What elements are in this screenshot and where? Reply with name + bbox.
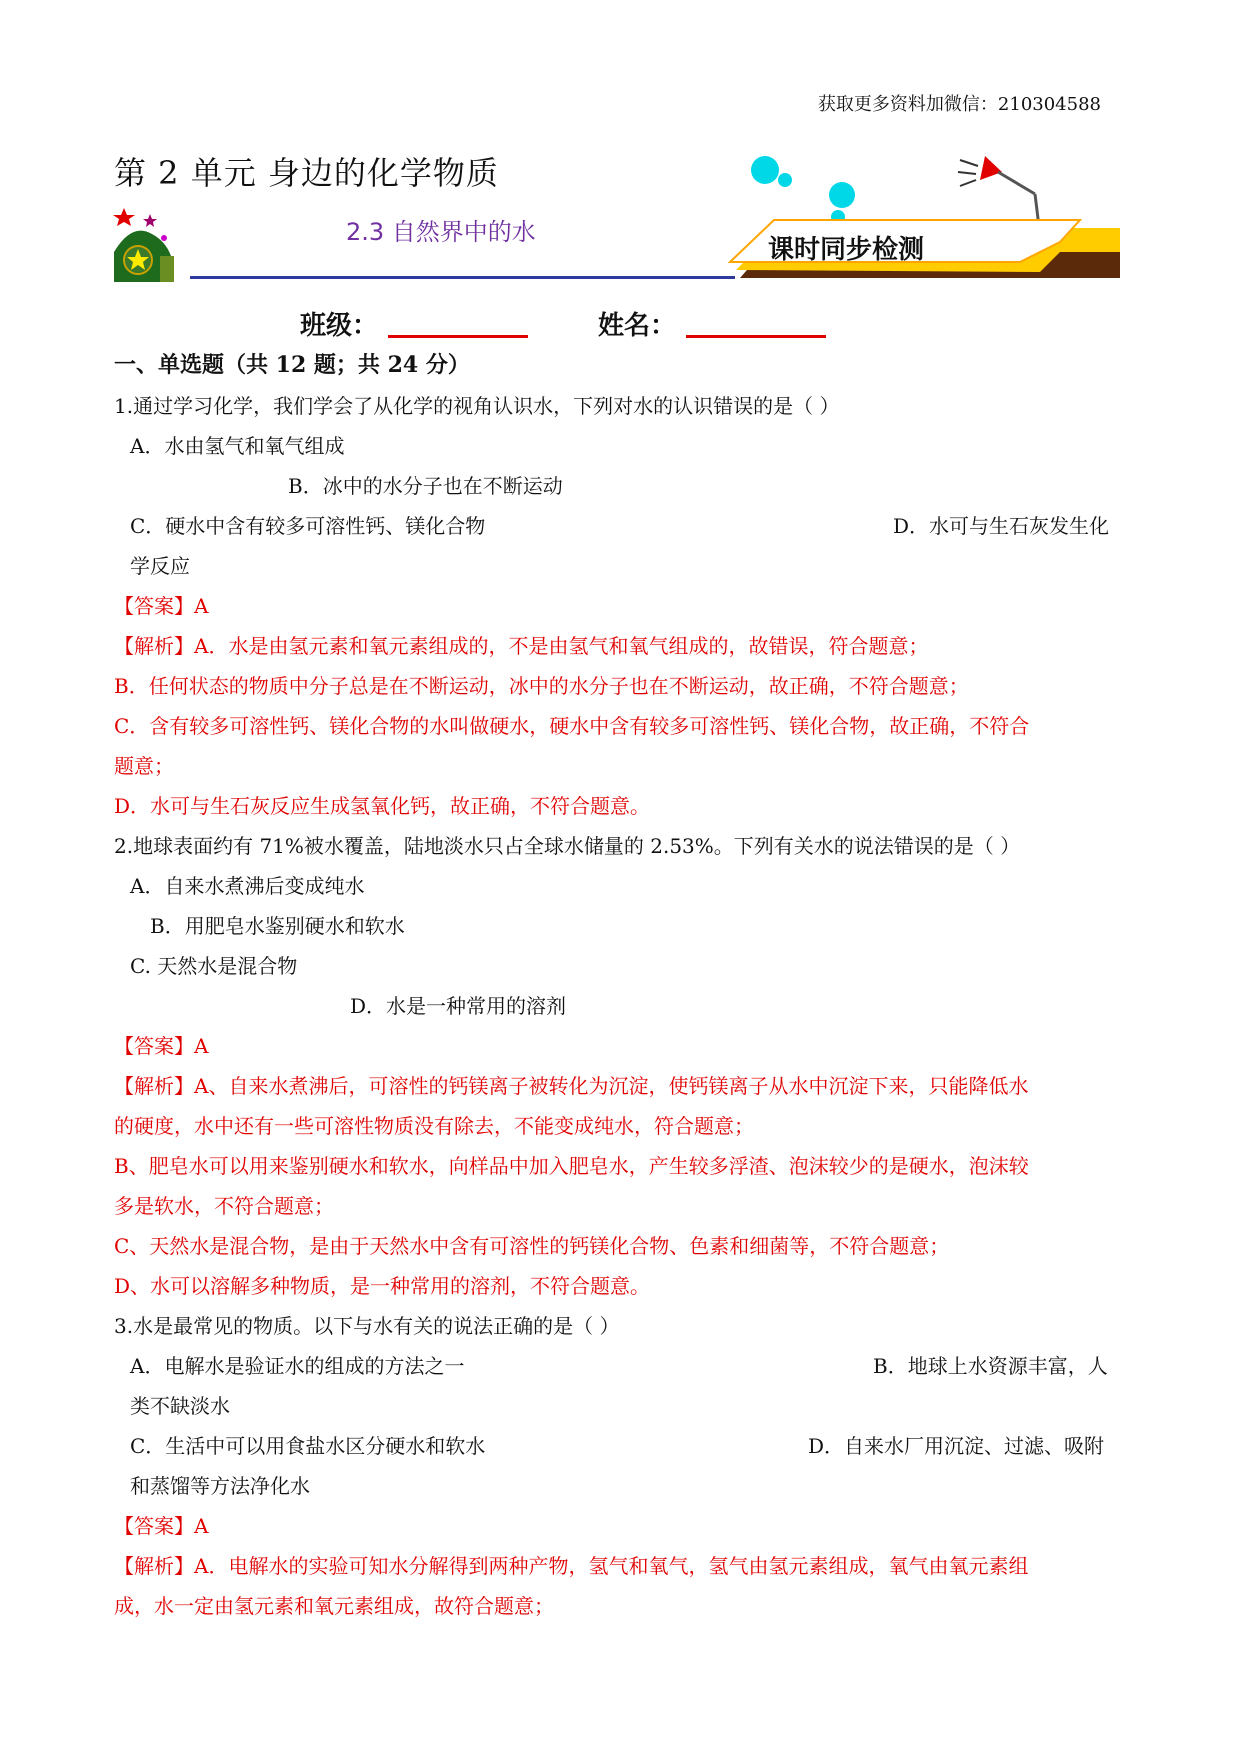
q2-option-c: C. 天然水是混合物 [130,954,298,978]
q3-answer [114,1510,208,1539]
q3-analysis-1 [114,1550,1028,1579]
q1-option-b: B．冰中的水分子也在不断运动 [288,474,563,498]
q2-analysis-3: B、肥皂水可以用来鉴别硬水和软水，向样品中加入肥皂水，产生较多浮渣、泡沫较少的是硬水，泡沫较 [114,1154,1029,1178]
q3-option-a: A．电解水是验证水的组成的方法之一 [130,1354,465,1378]
q1-analysis-5: D．水可与生石灰反应生成氢氧化钙，故正确，不符合题意。 [114,794,651,818]
q2-option-a: A．自来水煮沸后变成纯水 [130,874,365,898]
q3-stem: 3.水是最常见的物质。以下与水有关的说法正确的是（ ） [114,1314,620,1338]
header-rule [190,276,735,279]
answer-label: 【答案】 [114,594,194,618]
q3-option-d-cont: 和蒸馏等方法净化水 [130,1474,310,1498]
unit-title: 第 2 单元 身边的化学物质 [114,154,499,192]
q2-stem: 2.地球表面约有 71%被水覆盖，陆地淡水只占全球水储量的 2.53%。下列有关水的说法错误的是（ ） [114,834,1021,858]
badge-decoration-icon [112,204,192,284]
analysis-label: 【解析】 [114,634,194,658]
answer-label: 【答案】 [114,1034,194,1058]
q1-analysis-1 [114,630,928,659]
q1-option-d: D．水可与生石灰发生化 [893,514,1110,538]
analysis-text: A．水是由氢元素和氧元素组成的，不是由氢气和氧气组成的，故错误，符合题意； [194,634,929,658]
q3-option-d: D．自来水厂用沉淀、过滤、吸附 [808,1434,1105,1458]
q2-analysis-6: D、水可以溶解多种物质，是一种常用的溶剂，不符合题意。 [114,1274,651,1298]
class-blank[interactable] [388,311,528,338]
q2-analysis-4: 多是软水，不符合题意； [114,1194,334,1218]
q1-analysis-3: C．含有较多可溶性钙、镁化合物的水叫做硬水，硬水中含有较多可溶性钙、镁化合物，故正确，不符合 [114,714,1030,738]
q1-analysis-2: B．任何状态的物质中分子总是在不断运动，冰中的水分子也在不断运动，故正确，不符合题意； [114,674,969,698]
banner-decoration-icon [720,150,1120,290]
q1-stem: 1.通过学习化学，我们学会了从化学的视角认识水，下列对水的认识错误的是（ ） [114,394,840,418]
q1-option-d-cont: 学反应 [130,554,190,578]
name-label: 姓名： [598,311,677,341]
q2-analysis-1 [114,1070,1028,1099]
q3-option-c: C．生活中可以用食盐水区分硬水和软水 [130,1434,486,1458]
class-name-row [300,305,826,342]
answer-label: 【答案】 [114,1514,194,1538]
banner-text: 课时同步检测 [768,235,925,265]
answer-value: A [194,594,209,618]
q3-option-b-cont: 类不缺淡水 [130,1394,230,1418]
q2-answer [114,1030,208,1059]
q1-option-a: A．水由氢气和氧气组成 [130,434,345,458]
analysis-text: A．电解水的实验可知水分解得到两种产物，氢气和氧气，氢气由氢元素组成，氧气由氧元素组 [194,1554,1029,1578]
analysis-label: 【解析】 [114,1074,194,1098]
class-label: 班级： [300,311,379,341]
q2-option-d: D．水是一种常用的溶剂 [350,994,567,1018]
answer-value: A [194,1514,209,1538]
section-title: 一、单选题（共 12 题；共 24 分） [114,352,470,378]
q3-option-b: B．地球上水资源丰富，人 [873,1354,1108,1378]
q2-option-b: B．用肥皂水鉴别硬水和软水 [150,914,405,938]
name-blank[interactable] [686,311,826,338]
analysis-label: 【解析】 [114,1554,194,1578]
q2-analysis-5: C、天然水是混合物，是由于天然水中含有可溶性的钙镁化合物、色素和细菌等，不符合题意； [114,1234,950,1258]
q1-option-c: C．硬水中含有较多可溶性钙、镁化合物 [130,514,486,538]
answer-value: A [194,1034,209,1058]
q1-analysis-4: 题意； [114,754,174,778]
lesson-title: 2.3 自然界中的水 [346,218,536,246]
q2-analysis-2: 的硬度，水中还有一些可溶性物质没有除去，不能变成纯水，符合题意； [114,1114,754,1138]
top-note: 获取更多资料加微信：210304588 [817,94,1101,115]
analysis-text: A、自来水煮沸后，可溶性的钙镁离子被转化为沉淀，使钙镁离子从水中沉淀下来，只能降低水 [194,1074,1029,1098]
q3-analysis-2: 成，水一定由氢元素和氧元素组成，故符合题意； [114,1594,554,1618]
q1-answer [114,590,208,619]
